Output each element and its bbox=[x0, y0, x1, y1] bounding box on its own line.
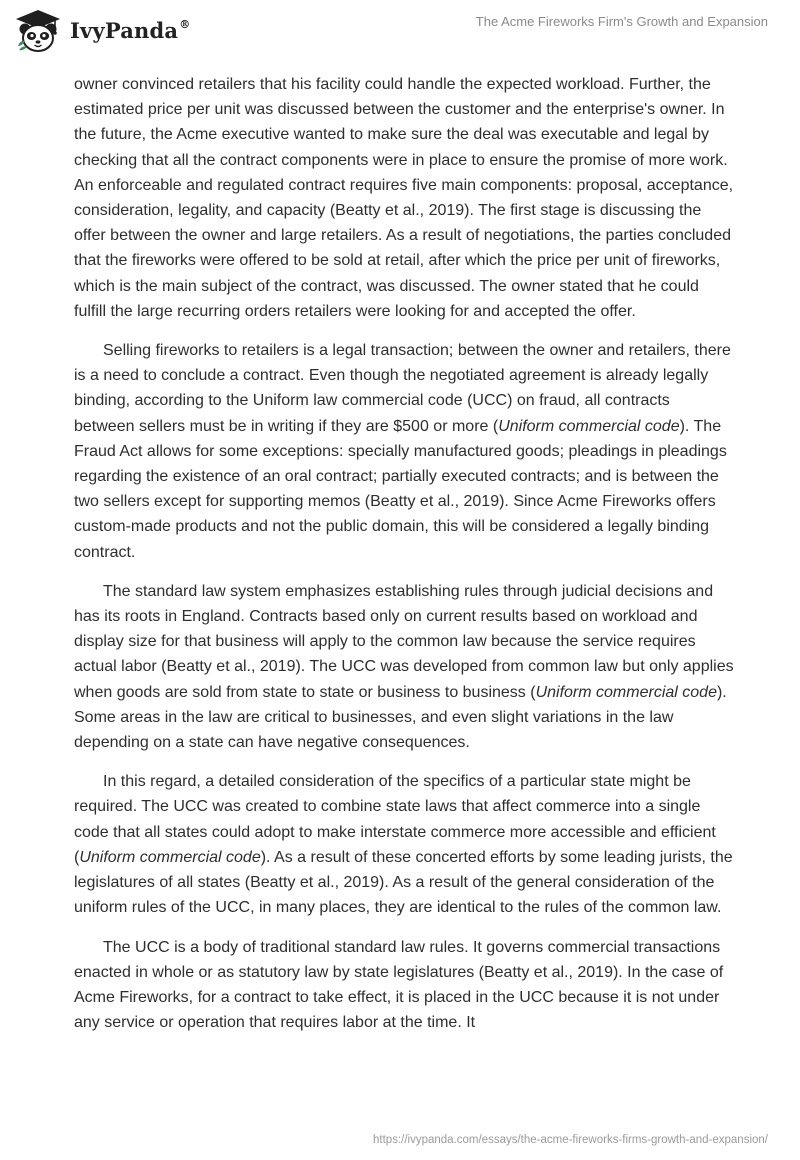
panda-graduate-icon bbox=[14, 8, 62, 54]
essay-body bbox=[74, 72, 734, 1049]
paragraph-text: ). As a result of these concerted efforts by some leading jurists, the legislatures of all states (Beatty et al., 2019). As a result of the general consideration of the uniform rules of the UCC, in many places, they are identical to the rules of the common law. bbox=[74, 848, 733, 917]
document-title: The Acme Fireworks Firm's Growth and Expansion bbox=[475, 14, 768, 29]
paragraph bbox=[74, 769, 734, 920]
source-url[interactable]: https://ivypanda.com/essays/the-acme-fireworks-firms-growth-and-expansion/ bbox=[373, 1134, 768, 1146]
citation-title: Uniform commercial code bbox=[535, 683, 717, 701]
paragraph-text: The UCC is a body of traditional standard law rules. It governs commercial transactions enacted in whole or as statutory law by state legislatures (Beatty et al., 2019). In the case of Acme Fireworks, for a contract to take effect, it is placed in the UCC because it is not under any service or operation that requires labor at the time. It bbox=[74, 938, 724, 1032]
registered-mark: ® bbox=[179, 17, 191, 31]
citation-title: Uniform commercial code bbox=[498, 417, 680, 435]
paragraph-text: In this regard, a detailed consideration of the specifics of a particular state might be required. The UCC was created to combine state laws that affect commerce into a single code that all states could adopt to make interstate commerce more accessible and efficient ( bbox=[74, 773, 716, 866]
paragraph bbox=[74, 338, 734, 565]
page-header bbox=[0, 0, 800, 70]
paragraph bbox=[74, 935, 734, 1036]
paragraph-text: The standard law system emphasizes establishing rules through judicial decisions and has its roots in England. Contracts based only on current results based on workload and display size for that business will apply to the common law because the service requires actual labor (Beatty et al., 2019). The UCC was developed from common law but only applies when goods are sold from state to state or business to business ( bbox=[74, 582, 734, 701]
paragraph-text: Selling fireworks to retailers is a legal transaction; between the owner and retailers, there is a need to conclude a contract. Even though the negotiated agreement is already legally binding, according to the Uniform law commercial code (UCC) on fraud, all contracts between sellers must be in writing if they are $500 or more ( bbox=[74, 342, 731, 435]
paragraph bbox=[74, 72, 734, 324]
paragraph bbox=[74, 579, 734, 755]
citation-title: Uniform commercial code bbox=[79, 848, 261, 866]
logo-wordmark bbox=[70, 18, 190, 43]
logo-name: IvyPanda bbox=[70, 17, 179, 43]
paragraph-text: ). Some areas in the law are critical to businesses, and even slight variations in the law depending on a state can have negative consequences. bbox=[74, 683, 727, 752]
paragraph-text: ). The Fraud Act allows for some exceptions: specially manufactured goods; pleadings in pleadings regarding the existence of an oral contract; partially executed contracts; and is between the two sellers except for supporting memos (Beatty et al., 2019). Since Acme Fireworks offers custom-made products and not the public domain, this will be considered a legally binding contract. bbox=[74, 417, 727, 561]
ivypanda-logo[interactable] bbox=[14, 8, 190, 54]
paragraph-text: owner convinced retailers that his facility could handle the expected workload. Further, the estimated price per unit was discussed between the customer and the enterprise's owner. In the future, the Acme executive wanted to make sure the deal was executable and legal by checking that all the contract components were in place to ensure the promise of more work. An enforceable and regulated contract requires five main components: proposal, acceptance, consideration, legality, and capacity (Beatty et al., 2019). The first stage is discussing the offer between the owner and large retailers. As a result of negotiations, the parties concluded that the fireworks were offered to be sold at retail, after which the price per unit of fireworks, which is the main subject of the contract, was discussed. The owner stated that he could fulfill the large recurring orders retailers were looking for and accepted the offer. bbox=[74, 76, 734, 320]
